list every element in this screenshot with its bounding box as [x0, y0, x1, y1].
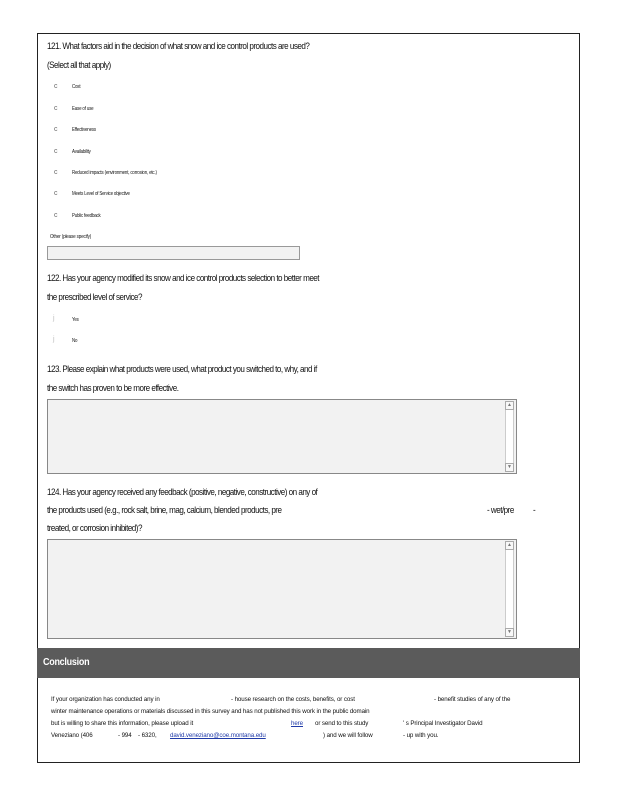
option-no: No — [72, 338, 78, 344]
checkbox-icon[interactable]: c — [54, 212, 58, 219]
option-cost: Cost — [72, 84, 81, 90]
conclusion-text-3b: or send to this study — [315, 720, 369, 727]
q124-textarea[interactable] — [47, 539, 517, 639]
question-121-title: 121. What factors aid in the decision of what snow and ice control products are used? — [47, 41, 310, 52]
conclusion-text-1a: If your organization has conducted any in — [51, 696, 160, 703]
checkbox-icon[interactable]: c — [54, 105, 58, 112]
conclusion-text-4a: Veneziano (406 — [51, 732, 93, 739]
scrollbar-track[interactable] — [505, 550, 514, 628]
conclusion-title: Conclusion — [43, 657, 90, 668]
conclusion-text-1c: - benefit studies of any of the — [434, 696, 511, 703]
radio-icon[interactable]: j — [53, 315, 55, 322]
question-123-line2: the switch has proven to be more effective. — [47, 383, 179, 394]
scroll-up-icon[interactable]: ▲ — [505, 541, 514, 550]
scroll-down-icon[interactable]: ▼ — [505, 628, 514, 637]
checkbox-icon[interactable]: c — [54, 83, 58, 90]
conclusion-text-4b: - 994 — [118, 732, 132, 739]
conclusion-text-3c: ' s Principal Investigator David — [403, 720, 483, 727]
conclusion-text-3a: but is willing to share this information, please upload it — [51, 720, 194, 727]
question-124-line2-dash: - — [533, 505, 536, 516]
checkbox-icon[interactable]: c — [54, 190, 58, 197]
question-122-line1: 122. Has your agency modified its snow and ice control products selection to better meet — [47, 273, 320, 284]
question-121-subtitle: (Select all that apply) — [47, 60, 111, 71]
question-123-line1: 123. Please explain what products were used, what product you switched to, why, and if — [47, 364, 317, 375]
question-124-line1: 124. Has your agency received any feedback (positive, negative, constructive) on any of — [47, 487, 318, 498]
option-effectiveness: Effectiveness — [72, 127, 96, 133]
question-124-line2: the products used (e.g., rock salt, brine, mag, calcium, blended products, pre — [47, 505, 282, 516]
conclusion-text-2: winter maintenance operations or materials discussed in this survey and has not published this work in the public domain — [51, 708, 370, 715]
option-level-of-service: Meets Level of Service objective — [72, 191, 130, 197]
checkbox-icon[interactable]: c — [54, 148, 58, 155]
scroll-down-icon[interactable]: ▼ — [505, 463, 514, 472]
q123-textarea[interactable] — [47, 399, 517, 474]
conclusion-header — [37, 648, 580, 678]
email-link[interactable]: david.veneziano@coe.montana.edu — [170, 732, 266, 739]
option-availability: Availability — [72, 149, 91, 155]
question-122-line2: the prescribed level of service? — [47, 292, 143, 303]
other-specify-label: Other (please specify) — [50, 234, 92, 240]
other-specify-input[interactable] — [47, 246, 300, 260]
conclusion-text-1b: - house research on the costs, benefits, or cost — [231, 696, 355, 703]
question-124-line3: treated, or corrosion inhibited)? — [47, 523, 142, 534]
conclusion-text-4e: - up with you. — [403, 732, 439, 739]
upload-here-link[interactable]: here — [291, 720, 303, 727]
scroll-up-icon[interactable]: ▲ — [505, 401, 514, 410]
radio-icon[interactable]: j — [53, 336, 55, 343]
question-124-line2-right: - wet/pre — [487, 505, 514, 516]
conclusion-text-4d: ) and we will follow — [323, 732, 373, 739]
checkbox-icon[interactable]: c — [54, 169, 58, 176]
conclusion-text-4c: - 6320, — [138, 732, 157, 739]
option-yes: Yes — [72, 317, 79, 323]
checkbox-icon[interactable]: c — [54, 126, 58, 133]
option-public-feedback: Public feedback — [72, 213, 101, 219]
option-ease-of-use: Ease of use — [72, 106, 94, 112]
scrollbar-track[interactable] — [505, 410, 514, 463]
option-reduced-impacts: Reduced impacts (environment, corrosion, etc.) — [72, 170, 157, 176]
